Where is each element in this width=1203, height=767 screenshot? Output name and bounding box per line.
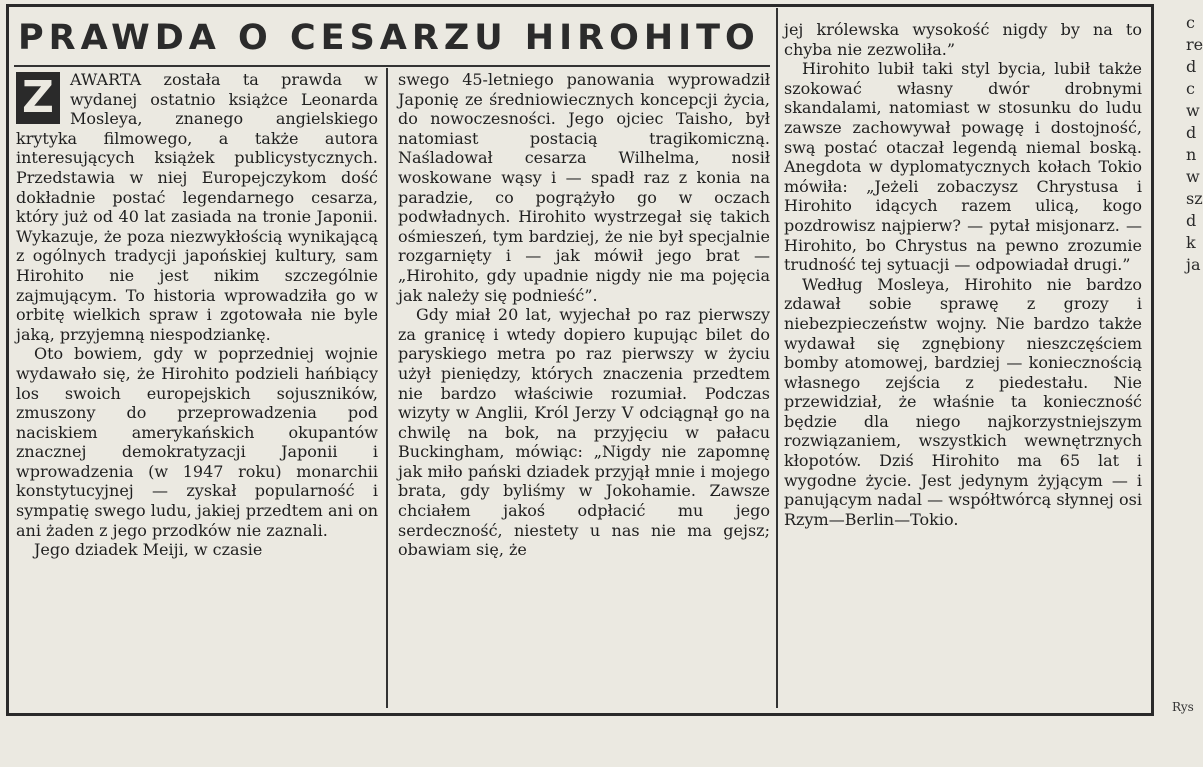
article-column-3 [784,20,1142,529]
edge-fragment: d [1186,123,1197,142]
edge-fragment: re [1186,35,1203,54]
paragraph: Oto bowiem, gdy w poprzedniej wojnie wydawało się, że Hirohito podzieli hańbiący los swoich europejskich sojuszników, zmuszony do przeprowadzenia pod naciskiem amerykańskich okupantów znacznej demokratyzacji Japonii i wprowadzenia (w 1947 roku) monarchii konstytucyjnej — zyskał popularność i sympatię swego ludu, jakiej przedtem ani on ani żaden z jego przodków nie zaznali. [16,344,378,540]
paragraph: jej królewska wysokość nigdy by na to chyba nie zezwoliła.” [784,20,1142,59]
edge-fragment: ja [1186,255,1201,274]
column-rule-right [776,8,778,708]
edge-fragment: n [1186,145,1197,164]
title-rule [14,65,770,67]
paragraph: Według Mosleya, Hirohito nie bardzo zdawał sobie sprawę z grozy i niebezpieczeństw wojny. Nie bardzo także wydawał się zgnębiony nieszczęściem bomby atomowej, bardziej — koniecznością własnego zejścia z piedestału. Nie przewidział, że właśnie ta konieczność będzie dla niego najkorzystniejszym rozwiązaniem, wszystkich wewnętrznych kłopotów. Dziś Hirohito ma 65 lat i wygodne życie. Jest jedynym żyjącym — i panującym nadal — współtwórcą słynnej osi Rzym—Berlin—Tokio. [784,274,1142,529]
edge-fragment: c [1186,79,1195,98]
paragraph: Hirohito lubił taki styl bycia, lubił także szokować własny dwór drobnymi skandalami, natomiast w stosunku do ludu zawsze zachowywał powagę i dostojność, swą postać otaczał legendą niemal boską. Anegdota w dyplomatycznych kołach Tokio mówiła: „Jeżeli zobaczysz Chrystusa i Hirohito idących razem ulicą, kogo pozdrowisz najpierw? — pytał misjonarz. — Hirohito, bo Chrystus na pewno zrozumie trudność tej sytuacji — odpowiadał drugi.” [784,59,1142,275]
edge-fragment: d [1186,211,1197,230]
article-column-2 [398,70,770,560]
adjacent-article-edge [1186,12,1203,276]
paragraph: Gdy miał 20 lat, wyjechał po raz pierwszy za granicę i wtedy dopiero kupując bilet do paryskiego metra po raz pierwszy w życiu użył pieniędzy, których znaczenia przedtem nie bardzo właściwie rozumiał. Podczas wizyty w Anglii, Król Jerzy V odciągnął go na chwilę na bok, na przyjęciu w pałacu Buckingham, mówiąc: „Nigdy nie zapomnę jak miło pański dziadek przyjął mnie i mojego brata, gdy byliśmy w Jokohamie. Zawsze chciałem jakoś odpłacić mu jego serdeczność, niestety u nas nie ma gejsz; obawiam się, że [398,305,770,560]
edge-fragment: c [1186,13,1195,32]
illustration-caption-fragment: Rys [1172,700,1194,714]
article-title: PRAWDA O CESARZU HIROHITO [18,18,760,58]
edge-fragment: w [1186,101,1200,120]
edge-fragment: d [1186,57,1197,76]
paragraph: swego 45-letniego panowania wyprowadził Japonię ze średniowiecznych koncepcji życia, do nowoczesności. Jego ojciec Taisho, był natomiast postacią tragikomiczną. Naśladował cesarza Wilhelma, nosił woskowane wąsy i — spadł raz z konia na paradzie, co pogrążyło go w oczach podwładnych. Hirohito wystrzegał się takich ośmieszeń, tym bardziej, że nie był specjalnie rozgarnięty i — jak mówił jego brat — „Hirohito, gdy upadnie nigdy nie ma pojęcia jak należy się podnieść”. [398,70,770,305]
drop-cap: Z [16,72,60,124]
edge-fragment: k [1186,233,1196,252]
paragraph [16,70,378,344]
edge-fragment: sz [1186,189,1203,208]
column-rule-left [386,68,388,708]
article-column-1 [16,70,378,560]
paragraph: Jego dziadek Meiji, w czasie [34,540,263,560]
edge-fragment: w [1186,167,1200,186]
paragraph-text: AWARTA została ta prawda w wydanej ostatnio książce Leonarda Mosleya, znanego angielskiego krytyka filmowego, a także autora interesujących książek publicystycznych. Przedstawia w niej Europejczykom dość dokładnie postać legendarnego cesarza, który już od 40 lat zasiada na tronie Japonii. Wykazuje, że poza niezwykłością wynikającą z ogólnych tradycji japońskiej kultury, sam Hirohito nie jest nikim szczególnie zajmującym. To historia wprowadziła go w orbitę wielkich spraw i zgotowała nie byle jaką, przyjemną niespodziankę. [16,70,378,344]
